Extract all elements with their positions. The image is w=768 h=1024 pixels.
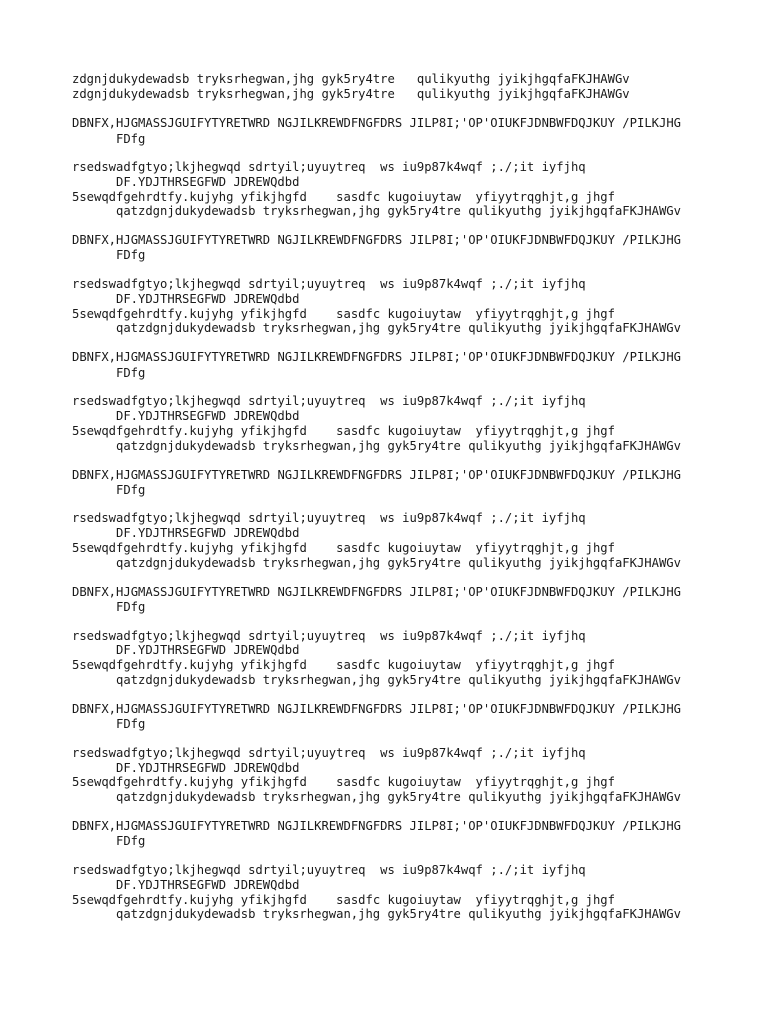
block-line: DF.YDJTHRSEGFWD JDREWQdbd: [116, 409, 300, 423]
block-line: rsedswadfgtyo;lkjhegwqd sdrtyil;uyuytreq ws iu9p87k4wqf ;./;it iyfjhq: [72, 629, 586, 643]
block-heading-continuation: FDfg: [116, 366, 146, 380]
block-heading: DBNFX,HJGMASSJGUIFYTYRETWRD NGJILKREWDFNGFDRS JILP8I;'OP'OIUKFJDNBWFDQJKUY /PILKJHG: [72, 702, 682, 716]
block-heading: DBNFX,HJGMASSJGUIFYTYRETWRD NGJILKREWDFNGFDRS JILP8I;'OP'OIUKFJDNBWFDQJKUY /PILKJHG: [72, 585, 682, 599]
intro-line: zdgnjdukydewadsb tryksrhegwan,jhg gyk5ry4tre qulikyuthg jyikjhgqfaFKJHAWGv: [72, 87, 630, 101]
block-line: 5sewqdfgehrdtfy.kujyhg yfikjhgfd sasdfc kugoiuytaw yfiyytrqghjt,g jhgf: [72, 307, 615, 321]
block-heading-continuation: FDfg: [116, 248, 146, 262]
block-line: 5sewqdfgehrdtfy.kujyhg yfikjhgfd sasdfc kugoiuytaw yfiyytrqghjt,g jhgf: [72, 190, 615, 204]
block-line: qatzdgnjdukydewadsb tryksrhegwan,jhg gyk5ry4tre qulikyuthg jyikjhgqfaFKJHAWGv: [116, 439, 681, 453]
block-heading: DBNFX,HJGMASSJGUIFYTYRETWRD NGJILKREWDFNGFDRS JILP8I;'OP'OIUKFJDNBWFDQJKUY /PILKJHG: [72, 233, 682, 247]
block-line: rsedswadfgtyo;lkjhegwqd sdrtyil;uyuytreq ws iu9p87k4wqf ;./;it iyfjhq: [72, 160, 586, 174]
intro-line: zdgnjdukydewadsb tryksrhegwan,jhg gyk5ry4tre qulikyuthg jyikjhgqfaFKJHAWGv: [72, 72, 630, 86]
block-line: 5sewqdfgehrdtfy.kujyhg yfikjhgfd sasdfc kugoiuytaw yfiyytrqghjt,g jhgf: [72, 893, 615, 907]
block-line: qatzdgnjdukydewadsb tryksrhegwan,jhg gyk5ry4tre qulikyuthg jyikjhgqfaFKJHAWGv: [116, 556, 681, 570]
block-line: DF.YDJTHRSEGFWD JDREWQdbd: [116, 292, 300, 306]
block-line: 5sewqdfgehrdtfy.kujyhg yfikjhgfd sasdfc kugoiuytaw yfiyytrqghjt,g jhgf: [72, 658, 615, 672]
block-line: qatzdgnjdukydewadsb tryksrhegwan,jhg gyk5ry4tre qulikyuthg jyikjhgqfaFKJHAWGv: [116, 204, 681, 218]
block-line: qatzdgnjdukydewadsb tryksrhegwan,jhg gyk5ry4tre qulikyuthg jyikjhgqfaFKJHAWGv: [116, 673, 681, 687]
block-heading-continuation: FDfg: [116, 600, 146, 614]
block-line: DF.YDJTHRSEGFWD JDREWQdbd: [116, 643, 300, 657]
block-line: rsedswadfgtyo;lkjhegwqd sdrtyil;uyuytreq ws iu9p87k4wqf ;./;it iyfjhq: [72, 863, 586, 877]
block-line: rsedswadfgtyo;lkjhegwqd sdrtyil;uyuytreq ws iu9p87k4wqf ;./;it iyfjhq: [72, 394, 586, 408]
block-line: rsedswadfgtyo;lkjhegwqd sdrtyil;uyuytreq ws iu9p87k4wqf ;./;it iyfjhq: [72, 746, 586, 760]
block-line: qatzdgnjdukydewadsb tryksrhegwan,jhg gyk5ry4tre qulikyuthg jyikjhgqfaFKJHAWGv: [116, 321, 681, 335]
block-line: DF.YDJTHRSEGFWD JDREWQdbd: [116, 526, 300, 540]
block-heading: DBNFX,HJGMASSJGUIFYTYRETWRD NGJILKREWDFNGFDRS JILP8I;'OP'OIUKFJDNBWFDQJKUY /PILKJHG: [72, 350, 682, 364]
block-heading: DBNFX,HJGMASSJGUIFYTYRETWRD NGJILKREWDFNGFDRS JILP8I;'OP'OIUKFJDNBWFDQJKUY /PILKJHG: [72, 468, 682, 482]
block-line: qatzdgnjdukydewadsb tryksrhegwan,jhg gyk5ry4tre qulikyuthg jyikjhgqfaFKJHAWGv: [116, 907, 681, 921]
block-heading: DBNFX,HJGMASSJGUIFYTYRETWRD NGJILKREWDFNGFDRS JILP8I;'OP'OIUKFJDNBWFDQJKUY /PILKJHG: [72, 819, 682, 833]
block-line: rsedswadfgtyo;lkjhegwqd sdrtyil;uyuytreq ws iu9p87k4wqf ;./;it iyfjhq: [72, 277, 586, 291]
block-heading-continuation: FDfg: [116, 132, 146, 146]
block-heading-continuation: FDfg: [116, 834, 146, 848]
block-line: 5sewqdfgehrdtfy.kujyhg yfikjhgfd sasdfc kugoiuytaw yfiyytrqghjt,g jhgf: [72, 424, 615, 438]
block-line: DF.YDJTHRSEGFWD JDREWQdbd: [116, 175, 300, 189]
block-line: DF.YDJTHRSEGFWD JDREWQdbd: [116, 878, 300, 892]
block-heading: DBNFX,HJGMASSJGUIFYTYRETWRD NGJILKREWDFNGFDRS JILP8I;'OP'OIUKFJDNBWFDQJKUY /PILKJHG: [72, 116, 682, 130]
block-line: DF.YDJTHRSEGFWD JDREWQdbd: [116, 761, 300, 775]
block-heading-continuation: FDfg: [116, 717, 146, 731]
block-line: 5sewqdfgehrdtfy.kujyhg yfikjhgfd sasdfc kugoiuytaw yfiyytrqghjt,g jhgf: [72, 541, 615, 555]
block-line: qatzdgnjdukydewadsb tryksrhegwan,jhg gyk5ry4tre qulikyuthg jyikjhgqfaFKJHAWGv: [116, 790, 681, 804]
block-line: rsedswadfgtyo;lkjhegwqd sdrtyil;uyuytreq ws iu9p87k4wqf ;./;it iyfjhq: [72, 511, 586, 525]
block-heading-continuation: FDfg: [116, 483, 146, 497]
block-line: 5sewqdfgehrdtfy.kujyhg yfikjhgfd sasdfc kugoiuytaw yfiyytrqghjt,g jhgf: [72, 775, 615, 789]
